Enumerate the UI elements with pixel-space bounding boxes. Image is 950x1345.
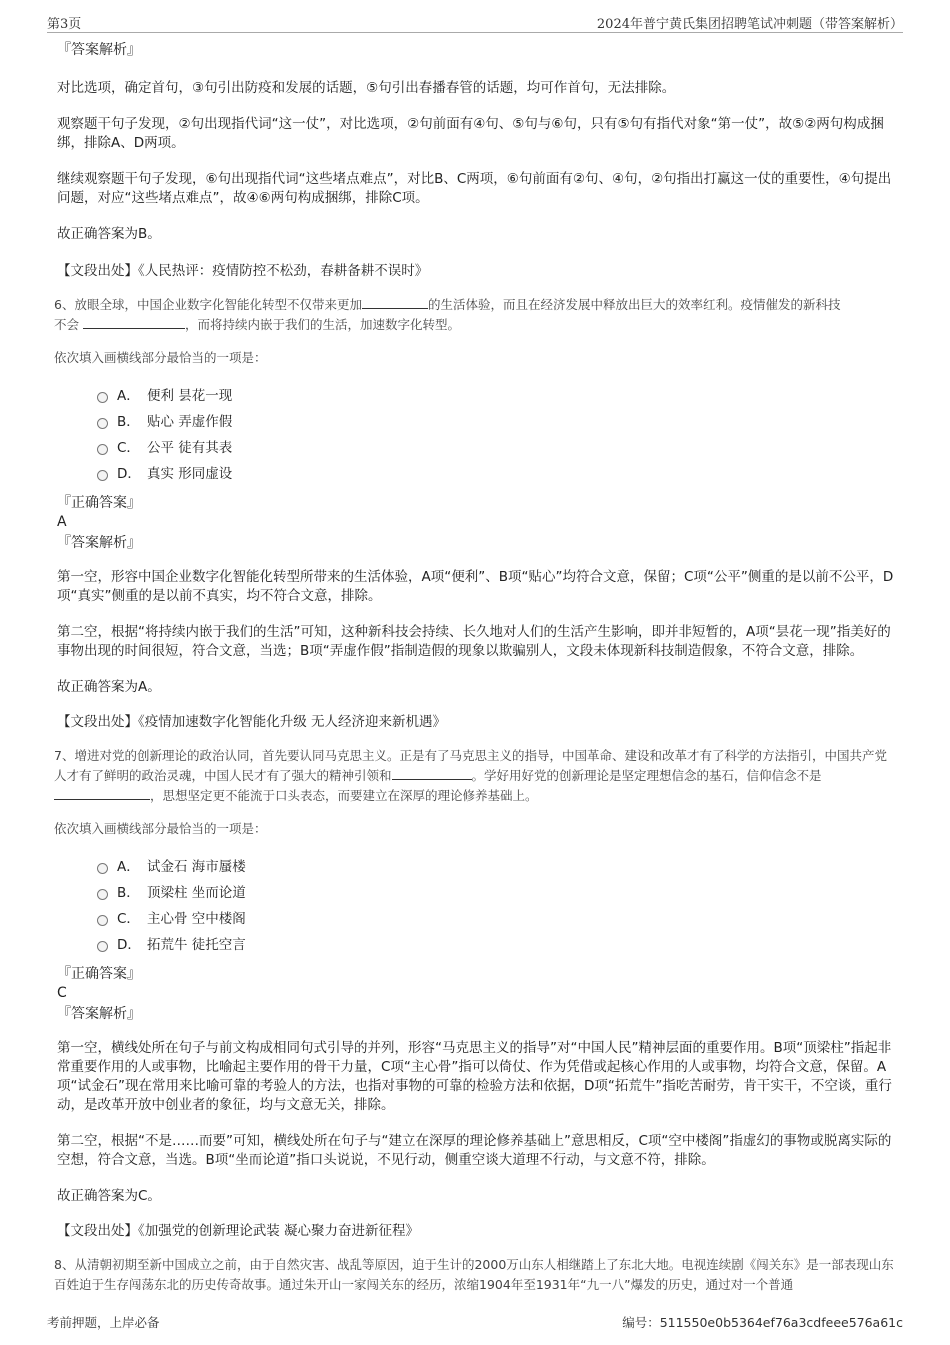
radio-icon[interactable] xyxy=(97,915,108,926)
analysis-paragraph: 故正确答案为B。 xyxy=(57,226,161,242)
option-list xyxy=(97,383,897,487)
analysis-paragraph: 观察题干句子发现，②句出现指代词“这一仗”，对比选项，②句前面有④句、⑤句与⑥句，只有⑤句有指代对象“第一仗”，故⑤②两句构成捆绑，排除A、D两项。 xyxy=(57,116,884,151)
option-b[interactable] xyxy=(97,409,897,435)
option-d[interactable] xyxy=(97,932,897,958)
question-text-part: 7、增进对党的创新理论的政治认同，首先要认同马克思主义。正是有了马克思主义的指导，中国革命、建设和改革才有了科学的方法指引，中国共产党人才有了鲜明的政治灵魂，中国人民才有了强大的精神引领和 xyxy=(54,748,887,783)
question-instruction: 依次填入画横线部分最恰当的一项是： xyxy=(54,821,267,836)
page-number: 第3页 xyxy=(47,17,82,32)
option-text: 顶梁柱 坐而论道 xyxy=(147,885,246,901)
analysis-paragraph: 第一空，横线处所在句子与前文构成相同句式引导的并列，形容“马克思主义的指导”对“中国人民”精神层面的重要作用。B项“顶梁柱”指起非常重要作用的人或事物，比喻起主要作用的骨干力量，C项“主心骨”指可以倚仗、作为凭借或起核心作用的人或事物，均符合文意，保留。A项“试金石”现在常用来比喻可靠的考验人的方法，也指对事物的可靠的检验方法和依据，D项“拓荒牛”指吃苦耐劳，肯干实干，不空谈，重行动，是改革开放中创业者的象征，均与文意无关，排除。 xyxy=(57,1040,892,1113)
radio-icon[interactable] xyxy=(97,470,108,481)
question-text xyxy=(54,295,897,335)
option-text: 公平 徒有其表 xyxy=(147,440,233,456)
question-text-part: 6、放眼全球，中国企业数字化智能化转型不仅带来更加 xyxy=(54,297,362,312)
correct-answer-label: 『正确答案』 xyxy=(57,495,141,511)
fill-blank xyxy=(392,767,472,780)
fill-blank xyxy=(54,787,150,800)
source-title: 《人民热评：疫情防控不松劲，春耕备耕不误时》 xyxy=(138,263,429,279)
option-key: B． xyxy=(117,414,140,430)
option-key: B． xyxy=(117,885,140,901)
analysis-paragraph: 第二空，根据“不是……而要”可知，横线处所在句子与“建立在深厚的理论修养基础上”意思相反，C项“空中楼阁”指虚幻的事物或脱离实际的空想，符合文意，当选。B项“坐而论道”指口头说说，不见行动，侧重空谈大道理不行动，与文意不符，排除。 xyxy=(57,1133,892,1168)
analysis-paragraph: 对比选项，确定首句，③句引出防疫和发展的话题，⑤句引出春播春管的话题，均可作首句，无法排除。 xyxy=(57,80,676,96)
source-line xyxy=(57,1221,897,1241)
option-a[interactable] xyxy=(97,383,897,409)
analysis-paragraph: 故正确答案为A。 xyxy=(57,679,161,695)
radio-icon[interactable] xyxy=(97,941,108,952)
question-text-part: 。学好用好党的创新理论是坚定理想信念的基石，信仰信念不是 xyxy=(471,768,822,783)
footer-slogan: 考前押题，上岸必备 xyxy=(47,1315,160,1330)
source-prefix: 【文段出处】 xyxy=(57,1223,138,1239)
analysis-paragraph: 故正确答案为C。 xyxy=(57,1188,161,1204)
correct-answer: C xyxy=(57,985,67,1001)
option-key: A． xyxy=(117,859,140,875)
option-text: 真实 形同虚设 xyxy=(147,466,233,482)
option-text: 试金石 海市蜃楼 xyxy=(147,859,246,875)
option-c[interactable] xyxy=(97,906,897,932)
source-line xyxy=(57,261,897,281)
page-header xyxy=(47,12,903,33)
option-text: 拓荒牛 徒托空言 xyxy=(147,937,246,953)
question-instruction: 依次填入画横线部分最恰当的一项是： xyxy=(54,350,267,365)
analysis-label: 『答案解析』 xyxy=(57,1006,141,1022)
question-text-part: 不会 xyxy=(54,317,80,332)
option-key: C． xyxy=(117,440,140,456)
radio-icon[interactable] xyxy=(97,392,108,403)
analysis-paragraph: 继续观察题干句子发现，⑥句出现指代词“这些堵点难点”，对比B、C两项，⑥句前面有②句、④句，②句指出打赢这一仗的重要性，④句提出问题，对应“这些堵点难点”，故④⑥两句构成捆绑，排除C项。 xyxy=(57,171,892,206)
option-b[interactable] xyxy=(97,880,897,906)
source-prefix: 【文段出处】 xyxy=(57,263,138,279)
document-title: 2024年普宁黄氏集团招聘笔试冲刺题（带答案解析） xyxy=(596,17,903,32)
radio-icon[interactable] xyxy=(97,863,108,874)
option-text: 贴心 弄虚作假 xyxy=(147,414,233,430)
question-text xyxy=(54,746,897,806)
source-prefix: 【文段出处】 xyxy=(57,714,138,730)
option-key: D． xyxy=(117,937,141,953)
radio-icon[interactable] xyxy=(97,889,108,900)
question-text-part: ，思想坚定更不能流于口头表态，而要建立在深厚的理论修养基础上。 xyxy=(150,788,538,803)
option-text: 主心骨 空中楼阁 xyxy=(147,911,246,927)
option-list xyxy=(97,854,897,958)
analysis-label: 『答案解析』 xyxy=(57,42,141,58)
source-line xyxy=(57,712,897,732)
option-key: A． xyxy=(117,388,140,404)
source-title: 《加强党的创新理论武装 凝心聚力奋进新征程》 xyxy=(138,1223,420,1239)
correct-answer: A xyxy=(57,514,67,530)
question-text-part: 的生活体验，而且在经济发展中释放出巨大的效率红利。疫情催发的新科技 xyxy=(427,297,841,312)
page-footer xyxy=(47,1311,903,1331)
fill-blank xyxy=(83,316,185,329)
page-content xyxy=(54,40,897,1295)
radio-icon[interactable] xyxy=(97,418,108,429)
radio-icon[interactable] xyxy=(97,444,108,455)
option-c[interactable] xyxy=(97,435,897,461)
fill-blank xyxy=(362,296,428,309)
option-text: 便利 昙花一现 xyxy=(147,388,233,404)
correct-answer-label: 『正确答案』 xyxy=(57,966,141,982)
question-text: 8、从清朝初期至新中国成立之前，由于自然灾害、战乱等原因，迫于生计的2000万山东人相继踏上了东北大地。电视连续剧《闯关东》是一部表现山东百姓迫于生存闯荡东北的历史传奇故事。通过朱开山一家闯关东的经历，浓缩1904年至1931年“九一八”爆发的历史，通过对一个普通 xyxy=(54,1257,894,1292)
option-d[interactable] xyxy=(97,461,897,487)
analysis-paragraph: 第一空，形容中国企业数字化智能化转型所带来的生活体验，A项“便利”、B项“贴心”均符合文意，保留；C项“公平”侧重的是以前不公平，D项“真实”侧重的是以前不真实，均不符合文意，排除。 xyxy=(57,569,894,604)
document-code: 编号：511550e0b5364ef76a3cdfeee576a61c xyxy=(622,1315,903,1330)
option-key: D． xyxy=(117,466,141,482)
source-title: 《疫情加速数字化智能化升级 无人经济迎来新机遇》 xyxy=(138,714,447,730)
analysis-label: 『答案解析』 xyxy=(57,535,141,551)
option-a[interactable] xyxy=(97,854,897,880)
analysis-paragraph: 第二空，根据“将持续内嵌于我们的生活”可知，这种新科技会持续、长久地对人们的生活产生影响，即并非短暂的，A项“昙花一现”指美好的事物出现的时间很短，符合文意，当选；B项“弄虚作假”指制造假的现象以欺骗别人，文段未体现新科技制造假象，不符合文意，排除。 xyxy=(57,624,891,659)
question-text-part: ，而将持续内嵌于我们的生活，加速数字化转型。 xyxy=(185,317,461,332)
option-key: C． xyxy=(117,911,140,927)
